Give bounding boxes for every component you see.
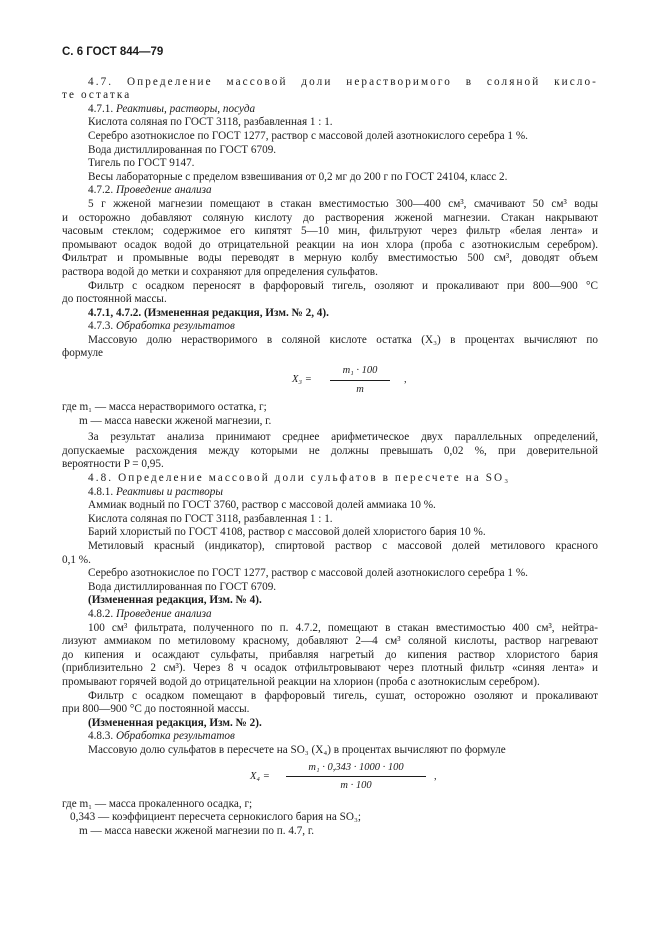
- where-line: 0,343 — коэффициент пересчета сернокислого бария на SO₃;: [70, 811, 361, 824]
- paragraph-line: промывают горячей водой до отрицательной реакции на хлорион (проба с азотнокислым серебром).: [62, 675, 540, 688]
- paragraph-line: до постоянной массы.: [62, 293, 167, 306]
- paragraph-line: Фильтр с осадком переносят в фарфоровый тигель, озоляют и прокаливают при 800—900 °С: [88, 279, 598, 292]
- paragraph-line: промывают осадок водой до отрицательной реакции на ион хлора (проба с азотнокислым серебром).: [62, 238, 598, 251]
- edit-note: (Измененная редакция, Изм. № 2).: [88, 716, 262, 729]
- where-line: m — масса навески жженой магнезии, г.: [79, 414, 272, 427]
- paragraph-line: 5 г жженой магнезии помещают в стакан вместимостью 300—400 см³, смачивают 50 см³ воды: [88, 197, 598, 210]
- section-4-8-title: 4.8. Определение массовой доли сульфатов в пересчете на SO₃: [88, 472, 511, 485]
- paragraph-line: до кипения и осаждают сульфаты, прибавляя нагретый до кипения раствор хлористого бария: [62, 648, 598, 661]
- section-4-7-title: 4.7. Определение массовой доли нерастворимого в соляной кисло-: [88, 75, 598, 88]
- subsection-4-7-2: 4.7.2. Проведение анализа: [88, 184, 212, 197]
- paragraph-line: Фильтр с осадком помещают в фарфоровый тигель, сушат, осторожно озоляют и прокаливают: [88, 689, 598, 702]
- reagent-line: Серебро азотнокислое по ГОСТ 1277, раствор с массовой долей азотнокислого серебра 1 %.: [88, 567, 528, 580]
- edit-note: 4.7.1, 4.7.2. (Измененная редакция, Изм. № 2, 4).: [88, 306, 329, 319]
- reagent-line: Кислота соляная по ГОСТ 3118, разбавленная 1 : 1.: [88, 116, 333, 129]
- paragraph-line: раствора водой до метки и сохраняют для определения сульфатов.: [62, 265, 378, 278]
- formula-x4: [62, 758, 598, 798]
- paragraph-line: лизуют аммиаком по метиловому красному, добавляют 2—4 см³ соляной кислоты, раствор нагревают: [62, 635, 598, 648]
- paragraph-line: За результат анализа принимают среднее арифметическое двух параллельных определений,: [88, 431, 598, 444]
- formula-tail: ,: [404, 374, 407, 386]
- reagent-line: Серебро азотнокислое по ГОСТ 1277, раствор с массовой долей азотнокислого серебра 1 %.: [88, 129, 528, 142]
- formula-lhs: X₃ =: [292, 374, 312, 386]
- paragraph-line: 100 см³ фильтрата, полученного по п. 4.7.2, помещают в стакан вместимостью 400 см³, нейтра-: [88, 621, 598, 634]
- reagent-line: Барий хлористый по ГОСТ 4108, раствор с массовой долей хлористого бария 10 %.: [88, 526, 486, 539]
- edit-note: (Измененная редакция, Изм. № 4).: [88, 594, 262, 607]
- formula-fraction: [330, 364, 390, 396]
- subsection-4-8-3: 4.8.3. Обработка результатов: [88, 730, 235, 743]
- reagent-line: Кислота соляная по ГОСТ 3118, разбавленная 1 : 1.: [88, 512, 333, 525]
- reagent-line: Тигель по ГОСТ 9147.: [88, 157, 195, 170]
- subsection-4-8-2: 4.8.2. Проведение анализа: [88, 607, 212, 620]
- formula-x3: [62, 361, 598, 401]
- paragraph-line: (приблизительно 2 см³). Через 8 ч осадок отфильтровывают через плотный фильтр «синяя лента» и: [62, 662, 598, 675]
- formula-fraction: [286, 761, 426, 793]
- where-line: где m₁ — масса нерастворимого остатка, г;: [62, 401, 267, 414]
- formula-tail: ,: [434, 770, 437, 782]
- formula-denominator: m: [330, 380, 390, 397]
- subsection-4-7-3: 4.7.3. Обработка результатов: [88, 320, 235, 333]
- paragraph-line: допускаемые расхождения между которыми не должны превышать 0,02 %, при доверительной: [62, 444, 598, 457]
- formula-numerator: m₁ · 0,343 · 1000 · 100: [308, 761, 404, 773]
- reagent-line: Метиловый красный (индикатор), спиртовой раствор с массовой долей метилового красного: [88, 540, 598, 552]
- reagent-line: Весы лабораторные с пределом взвешивания от 0,2 мг до 200 г по ГОСТ 24104, класс 2.: [88, 170, 508, 183]
- reagent-line: Вода дистиллированная по ГОСТ 6709.: [88, 580, 277, 593]
- formula-numerator: m₁ · 100: [342, 365, 378, 377]
- where-line: где m₁ — масса прокаленного осадка, г;: [62, 797, 253, 810]
- paragraph-line: часовым стеклом; содержимое его кипятят 5—10 мин, фильтруют через фильтр «белая лента» и: [62, 225, 598, 238]
- paragraph-line: Массовую долю сульфатов в пересчете на SO₃ (X₄) в процентах вычисляют по формуле: [88, 743, 506, 756]
- paragraph-line: при 800—900 °С до постоянной массы.: [62, 703, 250, 716]
- reagent-line: Вода дистиллированная по ГОСТ 6709.: [88, 143, 277, 156]
- paragraph-line: вероятности P = 0,95.: [62, 458, 164, 471]
- subsection-4-7-1: 4.7.1. Реактивы, растворы, посуда: [88, 102, 256, 115]
- subsection-4-8-1: 4.8.1. Реактивы и растворы: [88, 485, 223, 498]
- reagent-line: Аммиак водный по ГОСТ 3760, раствор с массовой долей аммиака 10 %.: [88, 499, 436, 512]
- formula-denominator: m · 100: [286, 776, 426, 793]
- paragraph-line: Массовую долю нерастворимого в соляной кислоте остатка (X₃) в процентах вычисляют по: [88, 333, 598, 346]
- reagent-line: 0,1 %.: [62, 553, 91, 566]
- paragraph-line: формуле: [62, 347, 103, 360]
- section-4-7-title-cont: те остатка: [62, 89, 132, 102]
- where-line: m — масса навески жженой магнезии по п. 4.7, г.: [79, 824, 315, 837]
- page-header: С. 6 ГОСТ 844—79: [62, 46, 164, 58]
- formula-lhs: X₄ =: [250, 770, 270, 782]
- paragraph-line: и осторожно добавляют соляную кислоту до растворения жженой магнезии. Стакан накрывают: [62, 211, 598, 224]
- paragraph-line: Фильтрат и промывные воды переводят в мерную колбу вместимостью 500 см³, доводят объем: [62, 252, 598, 265]
